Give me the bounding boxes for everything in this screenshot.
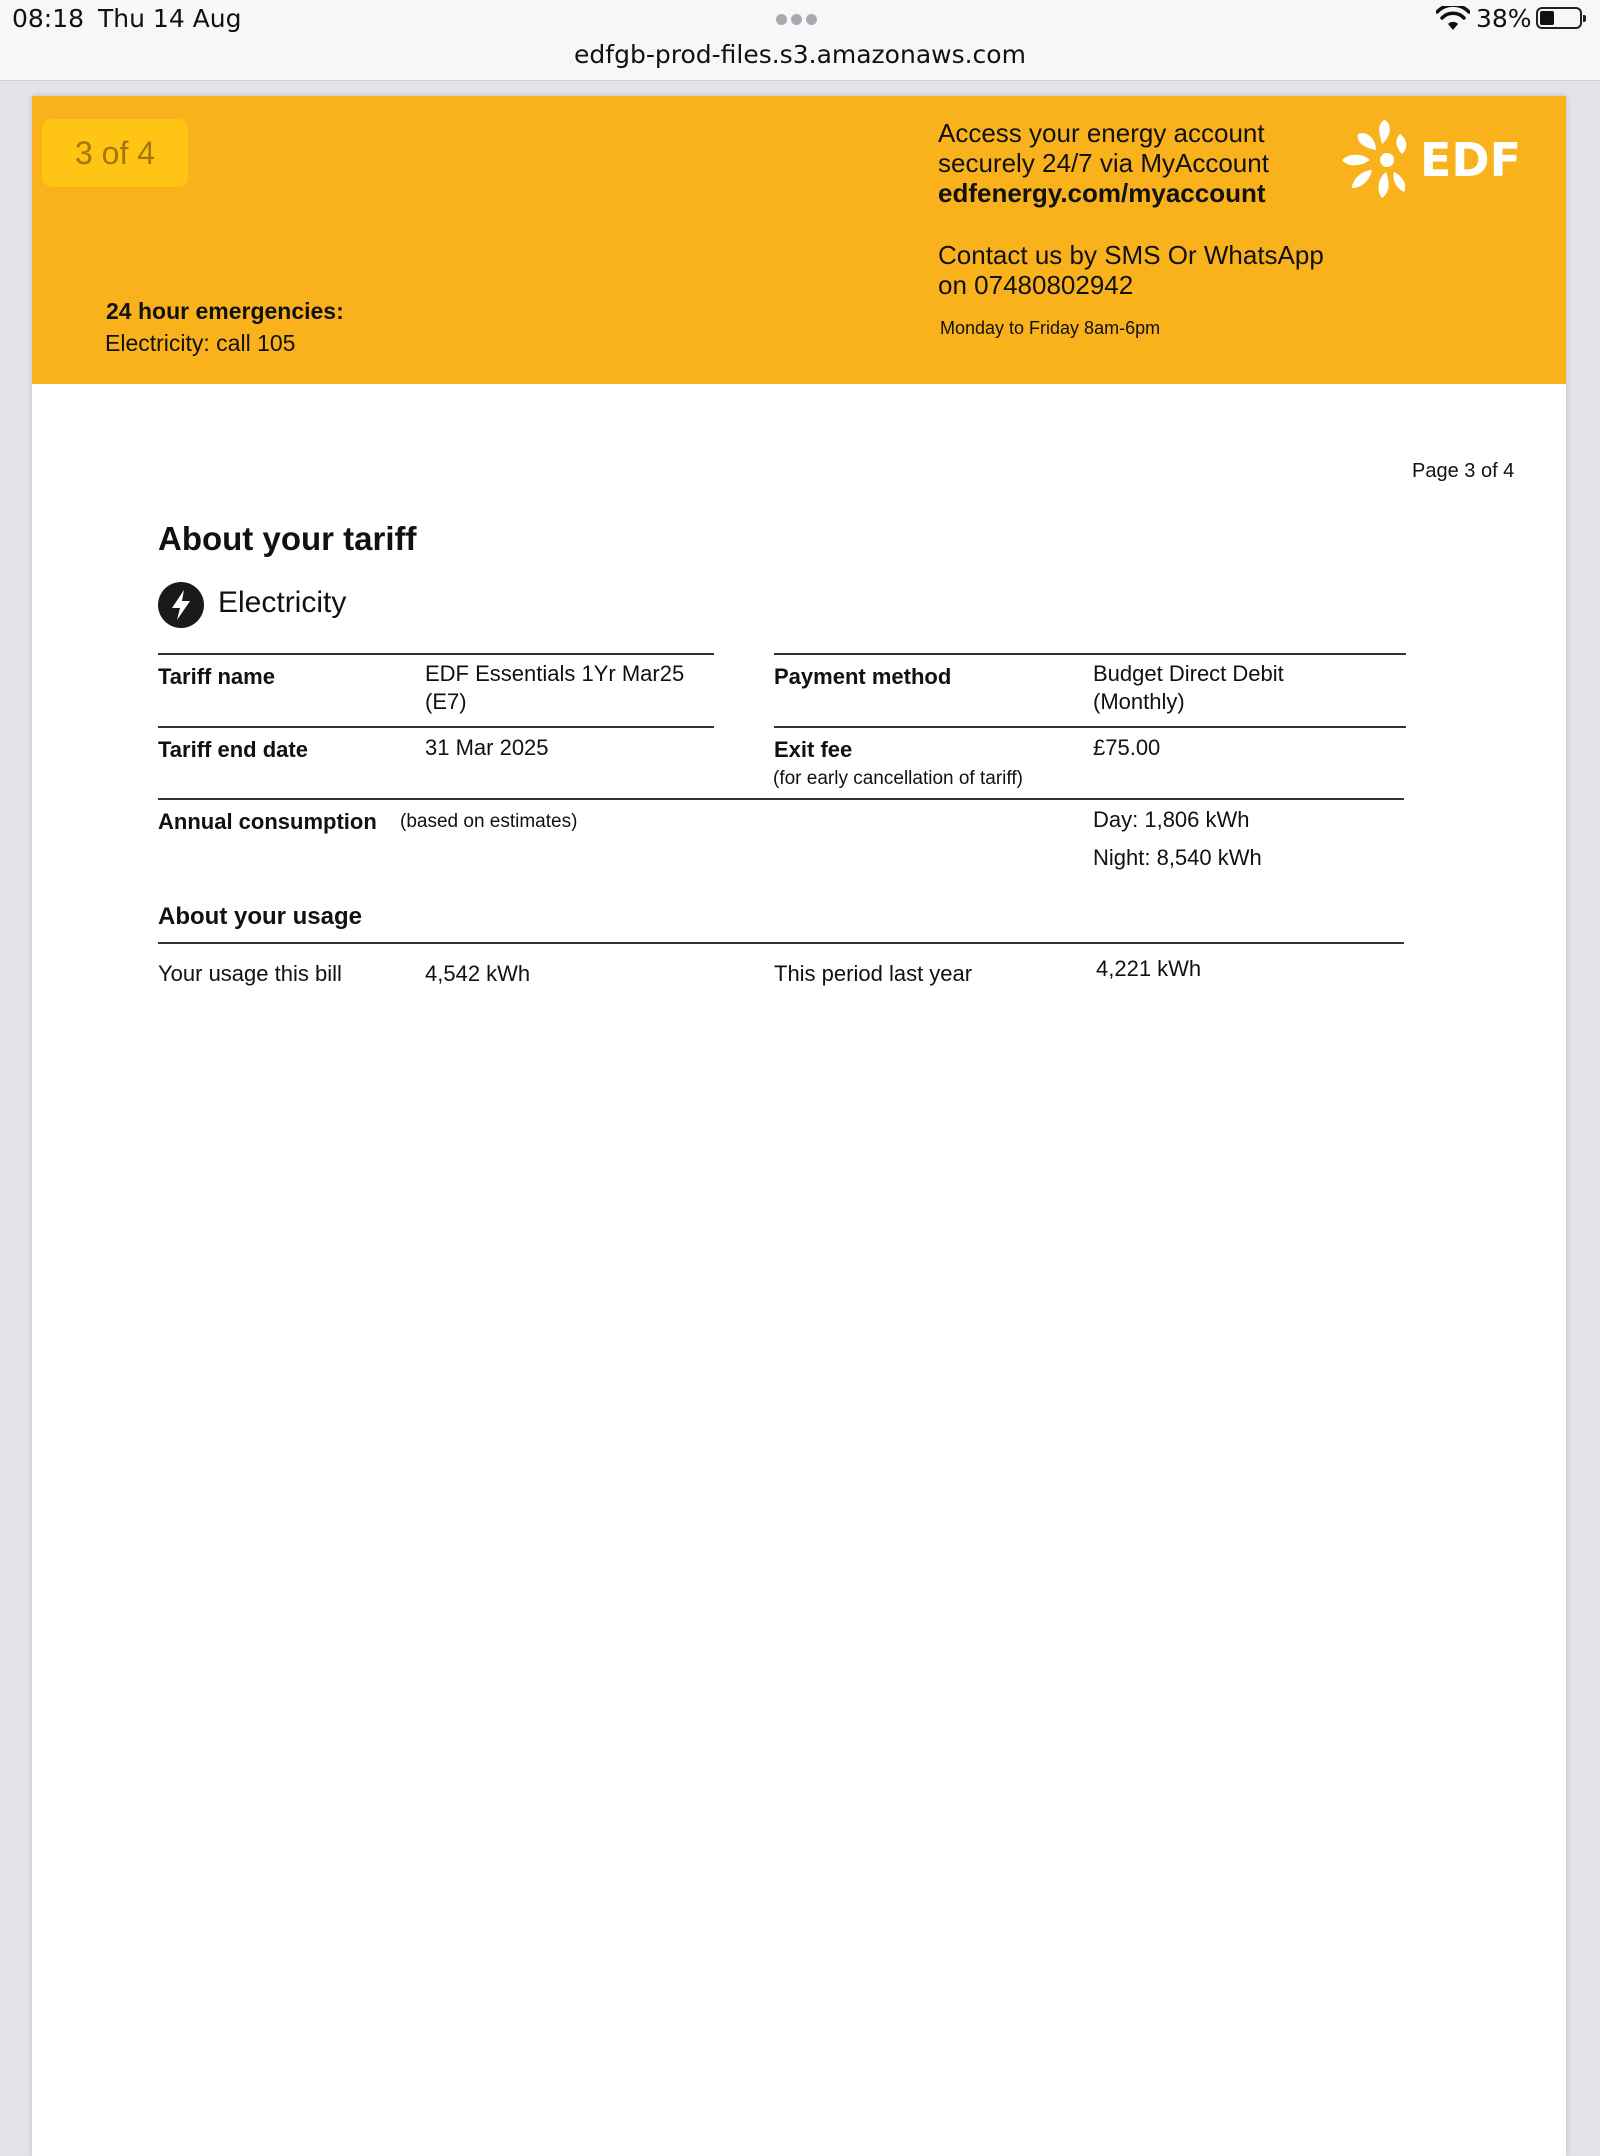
edf-logo [1332, 114, 1532, 204]
account-access-info [938, 118, 1269, 208]
table-rule [774, 726, 1406, 728]
tariff-heading: About your tariff [158, 520, 417, 557]
contact-hours: Monday to Friday 8am-6pm [940, 318, 1161, 338]
payment-method-value: Budget Direct Debit (Monthly) [1093, 661, 1284, 714]
tariff-end-date-value: 31 Mar 2025 [425, 735, 549, 760]
annual-consumption-note: (based on estimates) [400, 811, 578, 832]
exit-fee-note: (for early cancellation of tariff) [773, 768, 1023, 789]
wifi-icon [1436, 6, 1470, 32]
tariff-end-date-label: Tariff end date [158, 737, 308, 762]
access-line-2: securely 24/7 via MyAccount [938, 148, 1269, 178]
usage-heading: About your usage [158, 903, 363, 930]
emergency-electricity: Electricity: call 105 [105, 330, 296, 356]
battery-percentage: 38% [1476, 4, 1532, 33]
usage-last-year-value: 4,221 kWh [1096, 956, 1202, 981]
annual-day-value: Day: 1,806 kWh [1093, 807, 1250, 832]
contact-phone: on 07480802942 [938, 270, 1134, 300]
usage-this-bill-label: Your usage this bill [158, 961, 342, 986]
status-time: 08:18 [12, 4, 85, 33]
annual-night-value: Night: 8,540 kWh [1093, 845, 1262, 870]
table-rule [158, 798, 1404, 800]
fuel-type-label: Electricity [218, 586, 347, 619]
access-line-1: Access your energy account [938, 118, 1265, 148]
status-date: Thu 14 Aug [98, 4, 242, 33]
myaccount-link[interactable]: edfenergy.com/myaccount [938, 178, 1266, 208]
tariff-name-value: EDF Essentials 1Yr Mar25 (E7) [425, 661, 685, 714]
emergency-title: 24 hour emergencies: [106, 298, 344, 324]
page-number: Page 3 of 4 [1412, 460, 1515, 482]
multitasking-dots-icon[interactable] [776, 12, 824, 24]
contact-info [938, 240, 1324, 300]
table-rule [158, 726, 714, 728]
annual-consumption-label: Annual consumption [158, 809, 377, 834]
table-rule [158, 653, 714, 655]
document-page [32, 96, 1566, 2156]
edf-logo-text: EDF [1420, 133, 1522, 187]
usage-last-year-label: This period last year [774, 961, 973, 986]
address-url[interactable]: edfgb-prod-files.s3.amazonaws.com [574, 40, 1026, 69]
lightning-bolt-icon [158, 582, 204, 628]
tariff-name-label: Tariff name [158, 664, 275, 689]
page-indicator[interactable]: 3 of 4 [42, 119, 188, 187]
status-bar [0, 0, 1600, 81]
payment-method-label: Payment method [774, 664, 952, 689]
contact-line-1: Contact us by SMS Or WhatsApp [938, 240, 1324, 270]
exit-fee-value: £75.00 [1093, 735, 1161, 760]
usage-rule [158, 942, 1404, 944]
table-rule [774, 653, 1406, 655]
header-banner [32, 96, 1566, 384]
battery-icon [1536, 7, 1582, 29]
exit-fee-label: Exit fee [774, 737, 853, 762]
usage-this-bill-value: 4,542 kWh [425, 961, 531, 986]
